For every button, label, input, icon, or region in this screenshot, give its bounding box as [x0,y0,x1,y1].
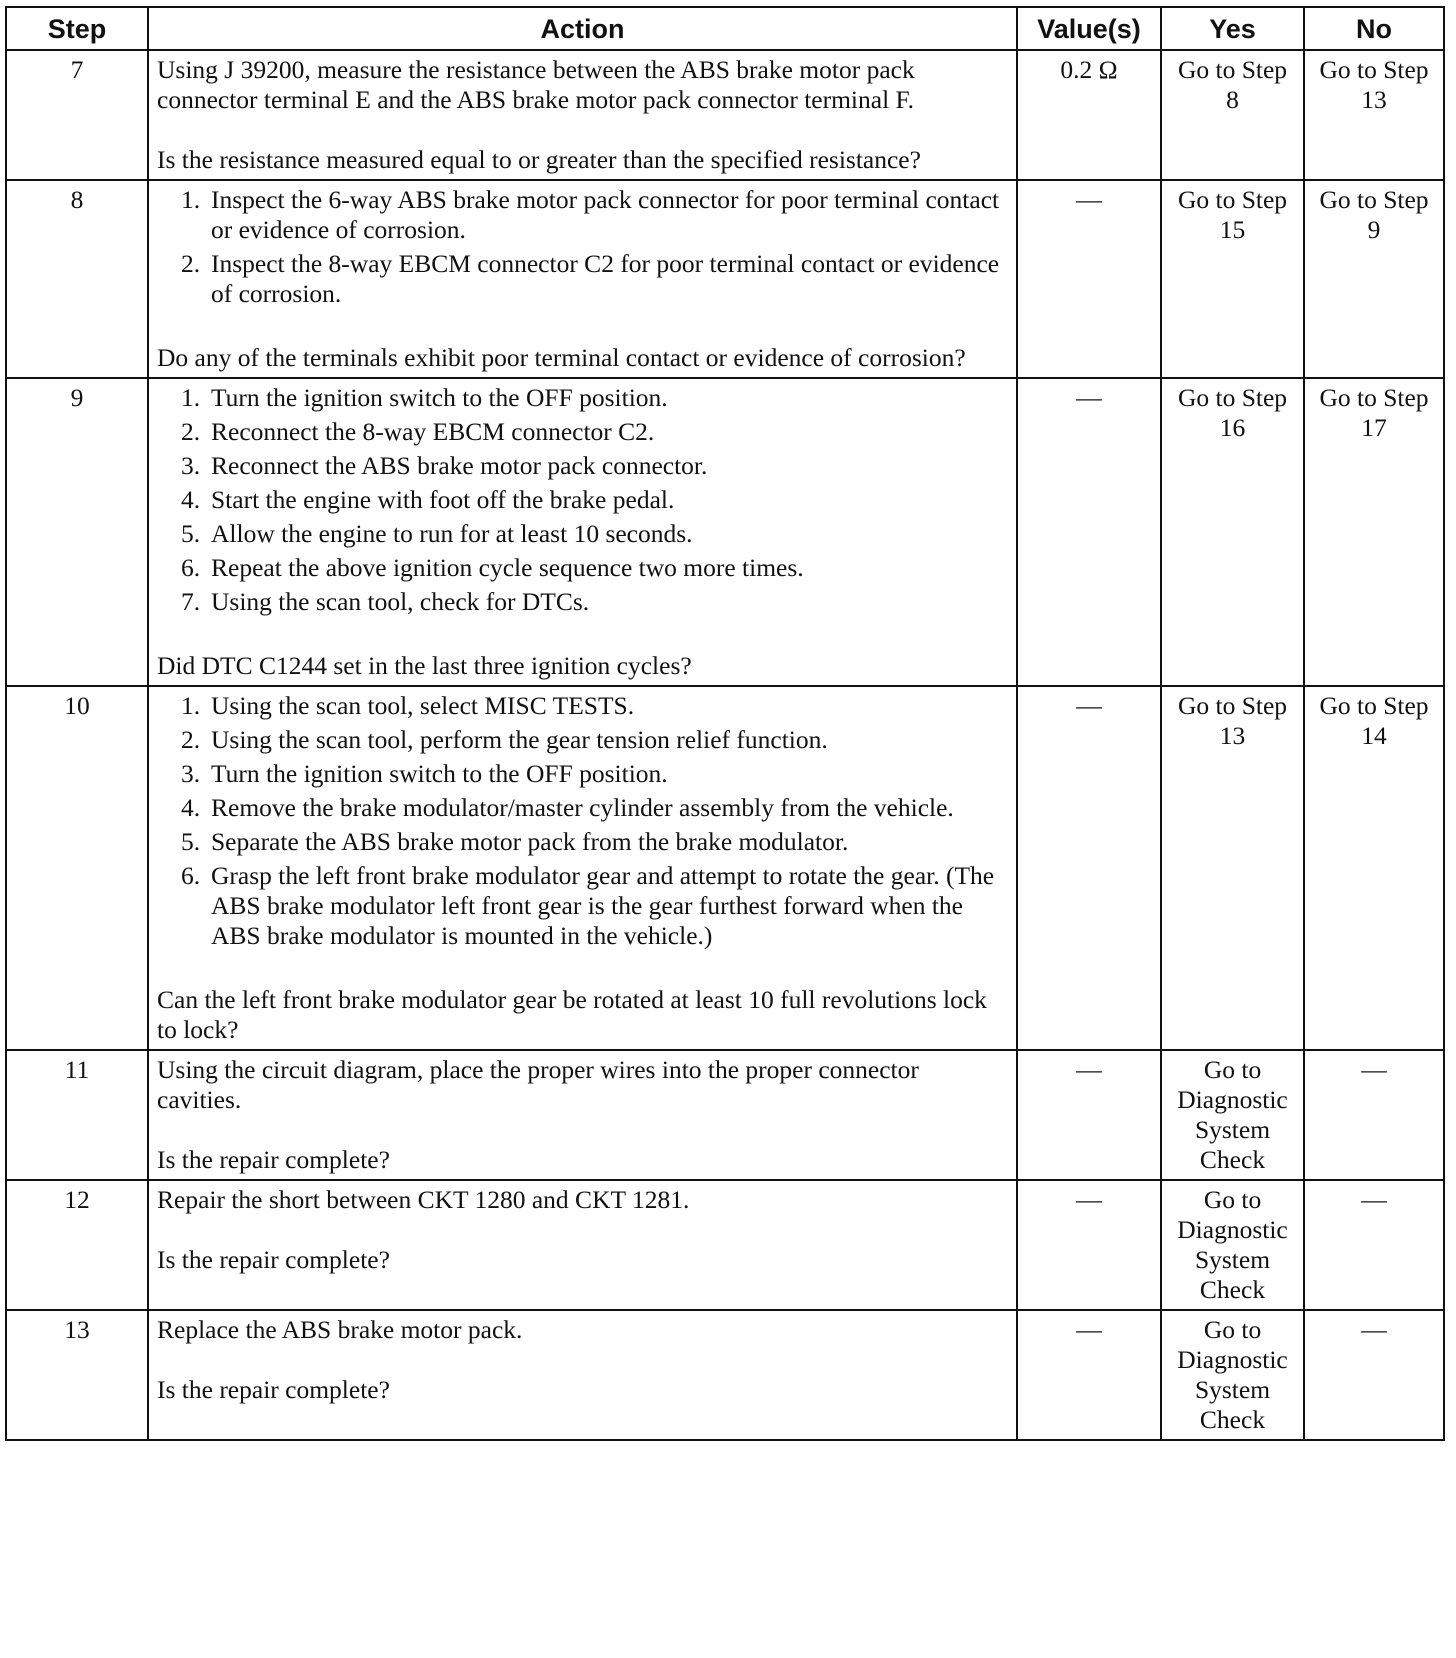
action-cell [148,1050,1017,1180]
action-step-item [157,451,1008,481]
action-step-number: 5. [181,827,201,856]
no-cell: — [1304,1050,1444,1180]
action-step-text: Using the scan tool, select MISC TESTS. [211,691,635,720]
action-steps-list [157,383,1008,617]
yes-cell: Go to Diagnostic System Check [1161,1310,1304,1440]
action-intro: Using J 39200, measure the resistance between the ABS brake motor pack connector terminal E and the ABS brake motor pack connector terminal F. [157,55,915,114]
table-row [6,180,1444,378]
value-cell: — [1017,378,1161,686]
action-intro: Using the circuit diagram, place the proper wires into the proper connector cavities. [157,1055,919,1114]
action-step-number: 6. [181,553,201,582]
table-body [6,50,1444,1440]
action-step-number: 2. [181,249,201,278]
action-step-item [157,861,1008,951]
action-step-number: 5. [181,519,201,548]
no-cell: Go to Step 14 [1304,686,1444,1050]
action-question: Is the resistance measured equal to or greater than the specified resistance? [157,145,921,174]
yes-cell: Go to Step 16 [1161,378,1304,686]
header-step: Step [6,7,148,50]
step-number: 12 [6,1180,148,1310]
action-step-item [157,793,1008,823]
action-step-text: Grasp the left front brake modulator gear and attempt to rotate the gear. (The ABS brake modulator left front gear is the gear furthest forward when the ABS brake modulator is mounted in the vehicle.) [211,861,995,950]
header-row [6,7,1444,50]
action-step-text: Reconnect the 8-way EBCM connector C2. [211,417,655,446]
action-step-text: Repeat the above ignition cycle sequence two more times. [211,553,804,582]
no-cell: Go to Step 13 [1304,50,1444,180]
action-step-text: Turn the ignition switch to the OFF position. [211,759,668,788]
yes-cell: Go to Step 15 [1161,180,1304,378]
header-action: Action [148,7,1017,50]
no-cell: — [1304,1310,1444,1440]
action-step-item [157,827,1008,857]
yes-cell: Go to Step 8 [1161,50,1304,180]
action-step-item [157,553,1008,583]
action-question: Is the repair complete? [157,1375,390,1404]
action-step-number: 2. [181,725,201,754]
value-cell: — [1017,1180,1161,1310]
action-cell [148,378,1017,686]
action-step-item [157,383,1008,413]
yes-cell: Go to Step 13 [1161,686,1304,1050]
action-spacer [157,1115,1008,1145]
action-spacer [157,1345,1008,1375]
action-intro: Replace the ABS brake motor pack. [157,1315,523,1344]
action-step-number: 6. [181,861,201,890]
value-cell: — [1017,1050,1161,1180]
step-number: 13 [6,1310,148,1440]
action-step-text: Reconnect the ABS brake motor pack connector. [211,451,708,480]
action-step-number: 3. [181,451,201,480]
action-cell [148,1180,1017,1310]
action-step-text: Remove the brake modulator/master cylinder assembly from the vehicle. [211,793,954,822]
action-step-text: Using the scan tool, perform the gear tension relief function. [211,725,828,754]
table-row [6,50,1444,180]
table-row [6,378,1444,686]
action-spacer [157,621,1008,651]
yes-cell: Go to Diagnostic System Check [1161,1050,1304,1180]
action-step-text: Separate the ABS brake motor pack from the brake modulator. [211,827,849,856]
action-step-item [157,725,1008,755]
action-step-number: 4. [181,793,201,822]
table-row [6,1180,1444,1310]
action-step-item [157,691,1008,721]
step-number: 7 [6,50,148,180]
no-cell: — [1304,1180,1444,1310]
action-cell [148,1310,1017,1440]
no-cell: Go to Step 9 [1304,180,1444,378]
action-step-text: Allow the engine to run for at least 10 seconds. [211,519,693,548]
table-header [6,7,1444,50]
action-question: Is the repair complete? [157,1145,390,1174]
action-step-number: 1. [181,691,201,720]
step-number: 8 [6,180,148,378]
no-cell: Go to Step 17 [1304,378,1444,686]
value-cell: 0.2 Ω [1017,50,1161,180]
value-cell: — [1017,686,1161,1050]
action-step-text: Inspect the 6-way ABS brake motor pack connector for poor terminal contact or evidence of corrosion. [211,185,1000,244]
yes-cell: Go to Diagnostic System Check [1161,1180,1304,1310]
action-question: Do any of the terminals exhibit poor terminal contact or evidence of corrosion? [157,343,966,372]
action-step-item [157,417,1008,447]
action-step-text: Inspect the 8-way EBCM connector C2 for poor terminal contact or evidence of corrosion. [211,249,1000,308]
action-cell [148,180,1017,378]
action-step-text: Using the scan tool, check for DTCs. [211,587,590,616]
table-row [6,686,1444,1050]
action-step-number: 3. [181,759,201,788]
action-step-item [157,485,1008,515]
header-values: Value(s) [1017,7,1161,50]
action-question: Is the repair complete? [157,1245,390,1274]
action-cell [148,50,1017,180]
action-spacer [157,955,1008,985]
value-cell: — [1017,180,1161,378]
action-step-text: Turn the ignition switch to the OFF position. [211,383,668,412]
value-cell: — [1017,1310,1161,1440]
action-step-number: 1. [181,185,201,214]
action-step-number: 4. [181,485,201,514]
action-step-number: 7. [181,587,201,616]
action-cell [148,686,1017,1050]
action-question: Did DTC C1244 set in the last three ignition cycles? [157,651,692,680]
action-step-item [157,185,1008,245]
action-step-text: Start the engine with foot off the brake pedal. [211,485,675,514]
action-step-number: 1. [181,383,201,412]
table-row [6,1050,1444,1180]
action-step-item [157,519,1008,549]
diagnostic-table [5,6,1445,1441]
header-yes: Yes [1161,7,1304,50]
action-intro: Repair the short between CKT 1280 and CKT 1281. [157,1185,690,1214]
table-row [6,1310,1444,1440]
action-steps-list [157,185,1008,309]
action-step-item [157,587,1008,617]
action-question: Can the left front brake modulator gear be rotated at least 10 full revolutions lock to lock? [157,985,987,1044]
step-number: 9 [6,378,148,686]
action-spacer [157,313,1008,343]
action-step-number: 2. [181,417,201,446]
header-no: No [1304,7,1444,50]
action-spacer [157,115,1008,145]
action-step-item [157,759,1008,789]
action-spacer [157,1215,1008,1245]
action-step-item [157,249,1008,309]
step-number: 10 [6,686,148,1050]
step-number: 11 [6,1050,148,1180]
action-steps-list [157,691,1008,951]
